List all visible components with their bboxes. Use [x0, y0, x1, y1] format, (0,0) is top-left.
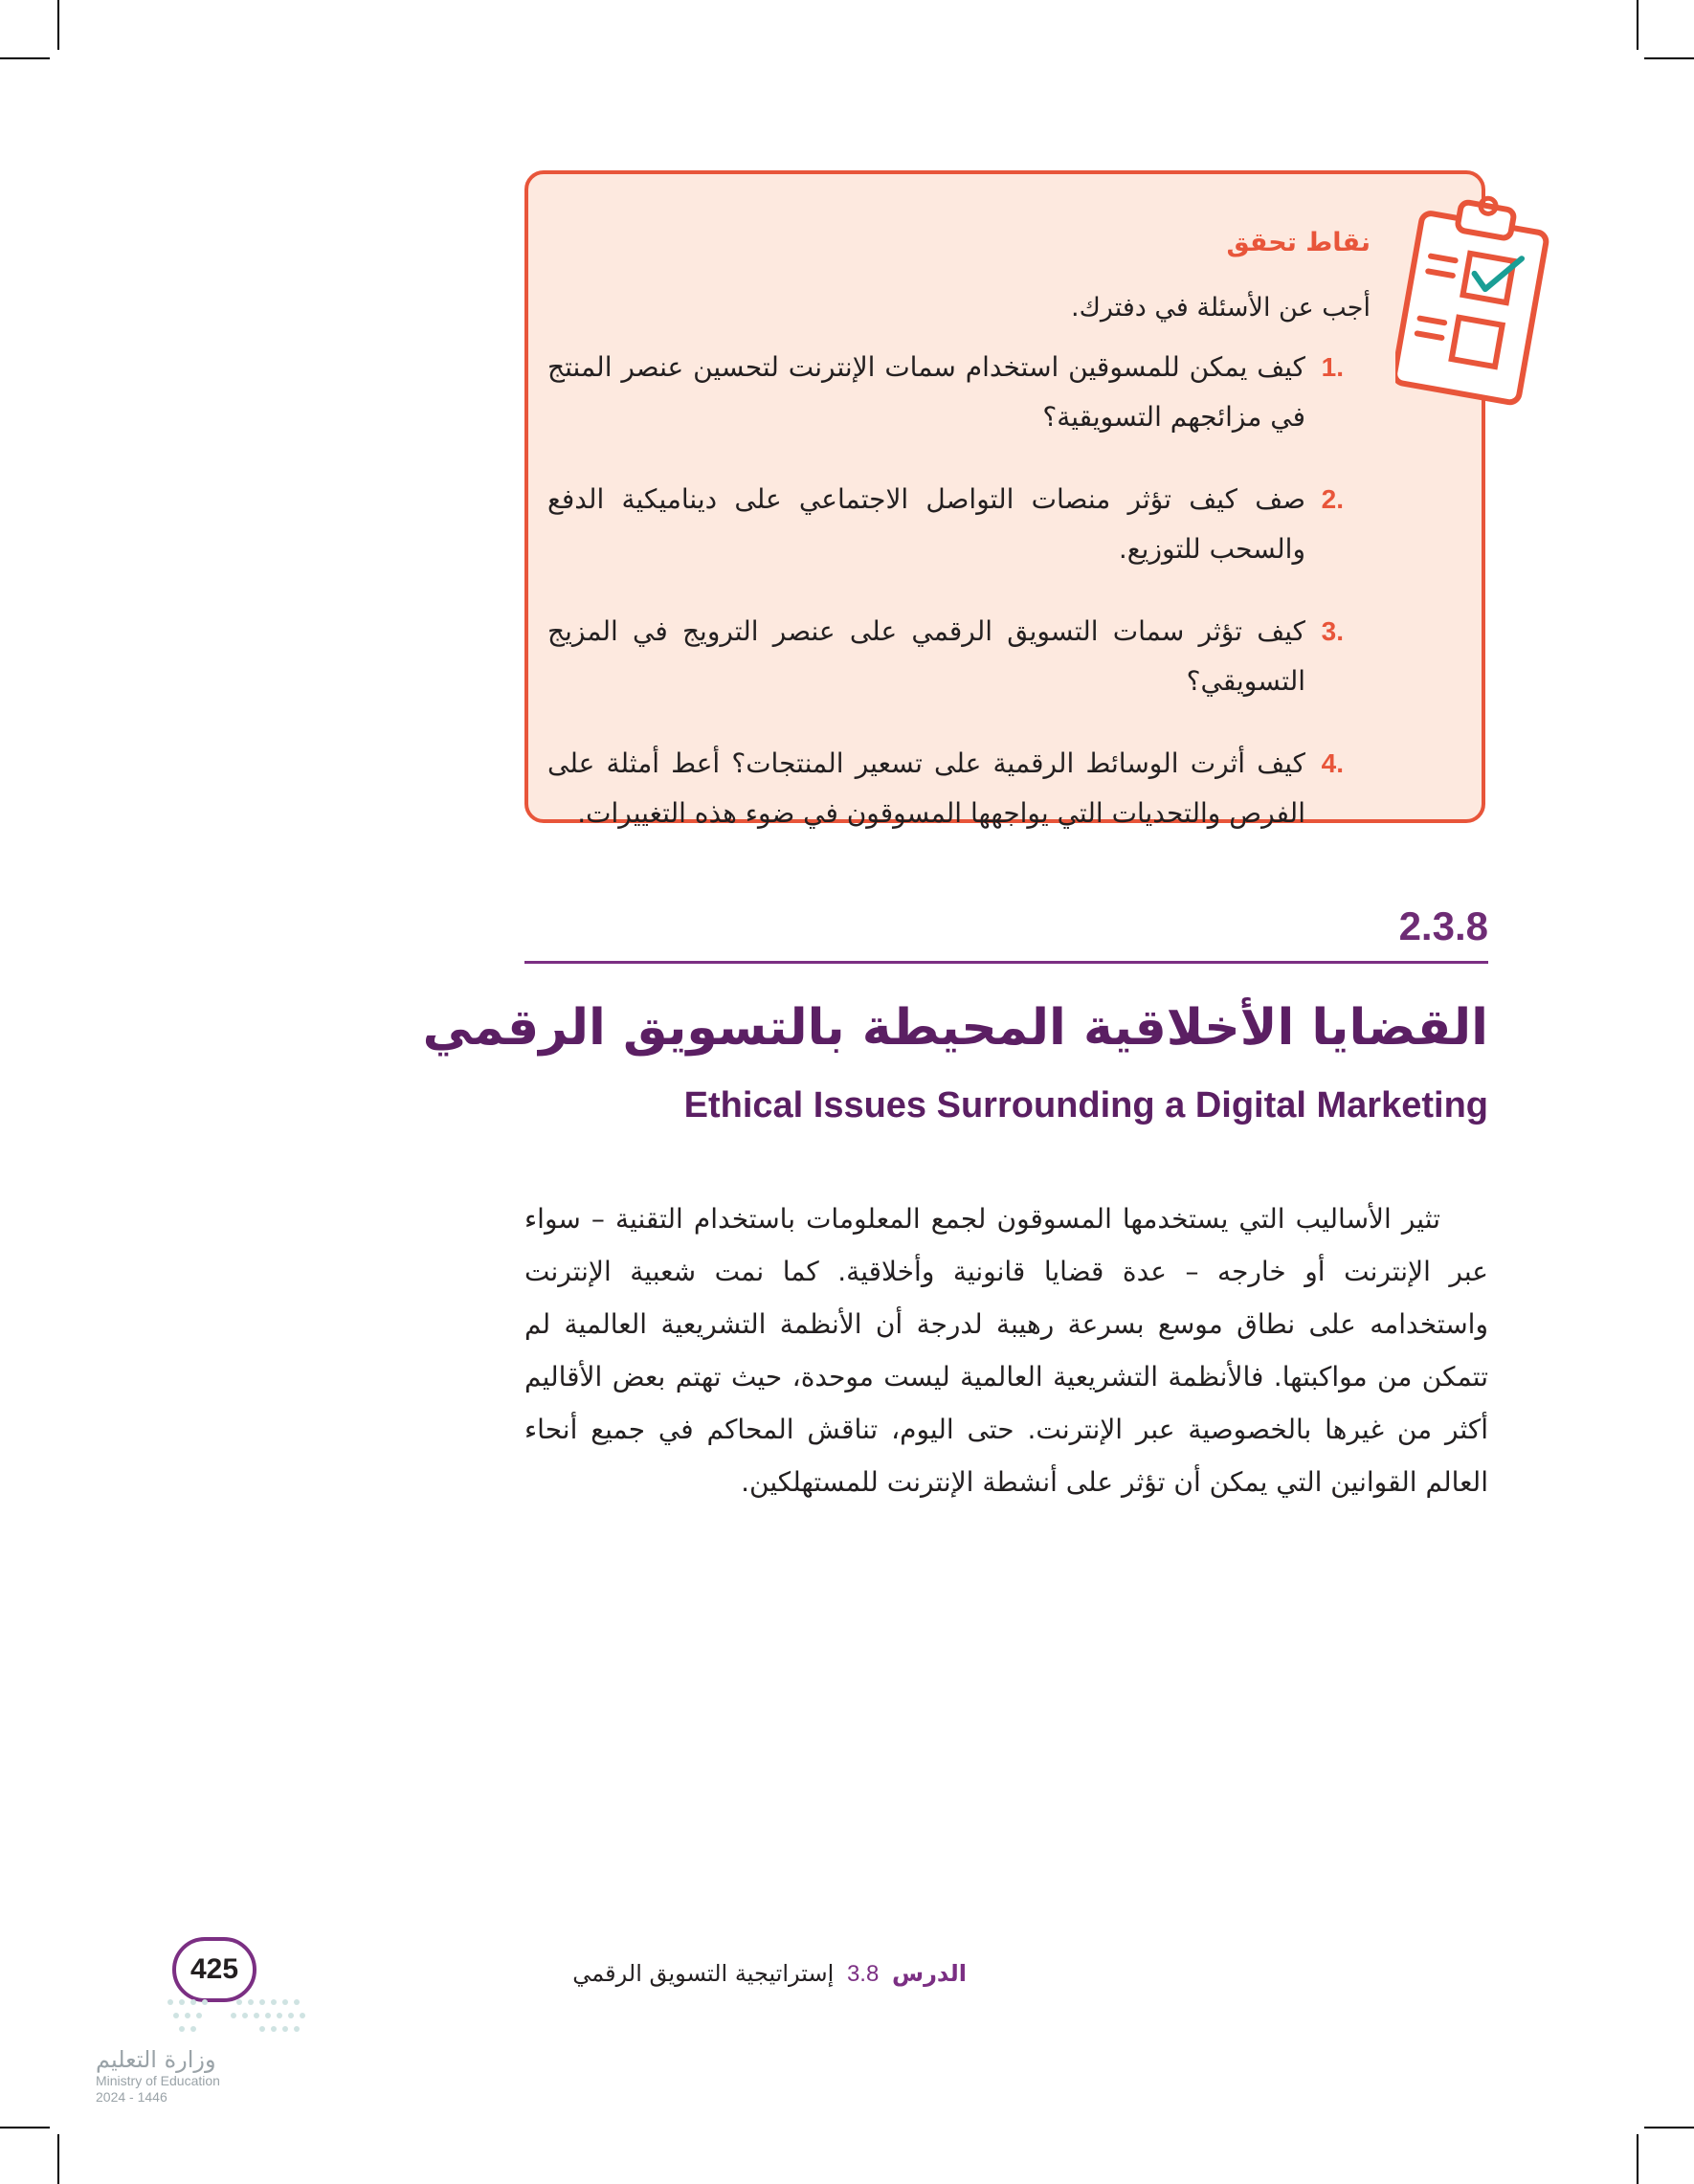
crop-mark: [57, 0, 59, 50]
question-text: صف كيف تؤثر منصات التواصل الاجتماعي على ديناميكية الدفع والسحب للتوزيع.: [547, 483, 1305, 565]
footer-lesson: [572, 1960, 967, 1988]
question-item: [547, 343, 1344, 442]
question-number: 4.: [1321, 748, 1344, 778]
section-title-english: Ethical Issues Surrounding a Digital Marketing: [683, 1085, 1488, 1125]
ministry-name-arabic: وزارة التعليم: [96, 2046, 216, 2073]
question-item: [547, 607, 1344, 706]
check-points-intro: أجب عن الأسئلة في دفترك.: [1070, 293, 1371, 323]
page-number: 425: [189, 1953, 239, 1985]
crop-mark: [0, 2127, 50, 2128]
crop-mark: [1637, 0, 1638, 50]
question-number: 3.: [1321, 616, 1344, 646]
question-text: كيف تؤثر سمات التسويق الرقمي على عنصر الترويج في المزيج التسويقي؟: [547, 615, 1305, 697]
question-list: [547, 343, 1344, 871]
section-divider: [524, 961, 1488, 964]
lesson-label: الدرس: [891, 1960, 967, 1987]
ministry-name-english: Ministry of Education: [96, 2073, 220, 2088]
ministry-logo: [96, 2046, 249, 2106]
question-number: 2.: [1321, 484, 1344, 514]
ministry-year: 2024 - 1446: [96, 2089, 167, 2105]
lesson-number: 3.8: [846, 1961, 880, 1987]
question-number: 1.: [1321, 352, 1344, 382]
crop-mark: [1637, 2134, 1638, 2184]
ministry-logo-dots: [161, 1991, 314, 2044]
lesson-title: إستراتيجية التسويق الرقمي: [572, 1960, 835, 1987]
clipboard-check-icon: [1395, 184, 1550, 413]
crop-mark: [1644, 57, 1694, 59]
crop-mark: [57, 2134, 59, 2184]
question-text: كيف يمكن للمسوقين استخدام سمات الإنترنت لتحسين عنصر المنتج في مزائجهم التسويقية؟: [547, 351, 1305, 433]
section-body-paragraph: تثير الأساليب التي يستخدمها المسوقون لجمع المعلومات باستخدام التقنية – سواء عبر الإنترنت أو خارجه – عدة قضايا قانونية وأخلاقية. كما نمت شعبية الإنترنت واستخدامه على نطاق موسع بسرعة رهيبة لدرجة أن الأنظمة التشريعية العالمية لم تتمكن من مواكبتها. فالأنظمة التشريعية العالمية ليست موحدة، حيث تهتم بعض الأقاليم أكثر من غيرها بالخصوصية عبر الإنترنت. حتى اليوم، تناقش المحاكم في جميع أنحاء العالم القوانين التي يمكن أن تؤثر على أنشطة الإنترنت للمستهلكين.: [524, 1203, 1488, 1498]
check-points-title: نقاط تحقق: [1226, 228, 1371, 257]
section-number: 2.3.8: [1398, 903, 1488, 948]
question-item: [547, 475, 1344, 574]
section-title-arabic: القضايا الأخلاقية المحيطة بالتسويق الرقمي: [422, 999, 1488, 1057]
question-text: كيف أثرت الوسائط الرقمية على تسعير المنتجات؟ أعط أمثلة على الفرص والتحديات التي يواجهها المسوقون في ضوء هذه التغييرات.: [547, 747, 1305, 829]
crop-mark: [1644, 2127, 1694, 2128]
question-item: [547, 739, 1344, 838]
crop-mark: [0, 57, 50, 59]
